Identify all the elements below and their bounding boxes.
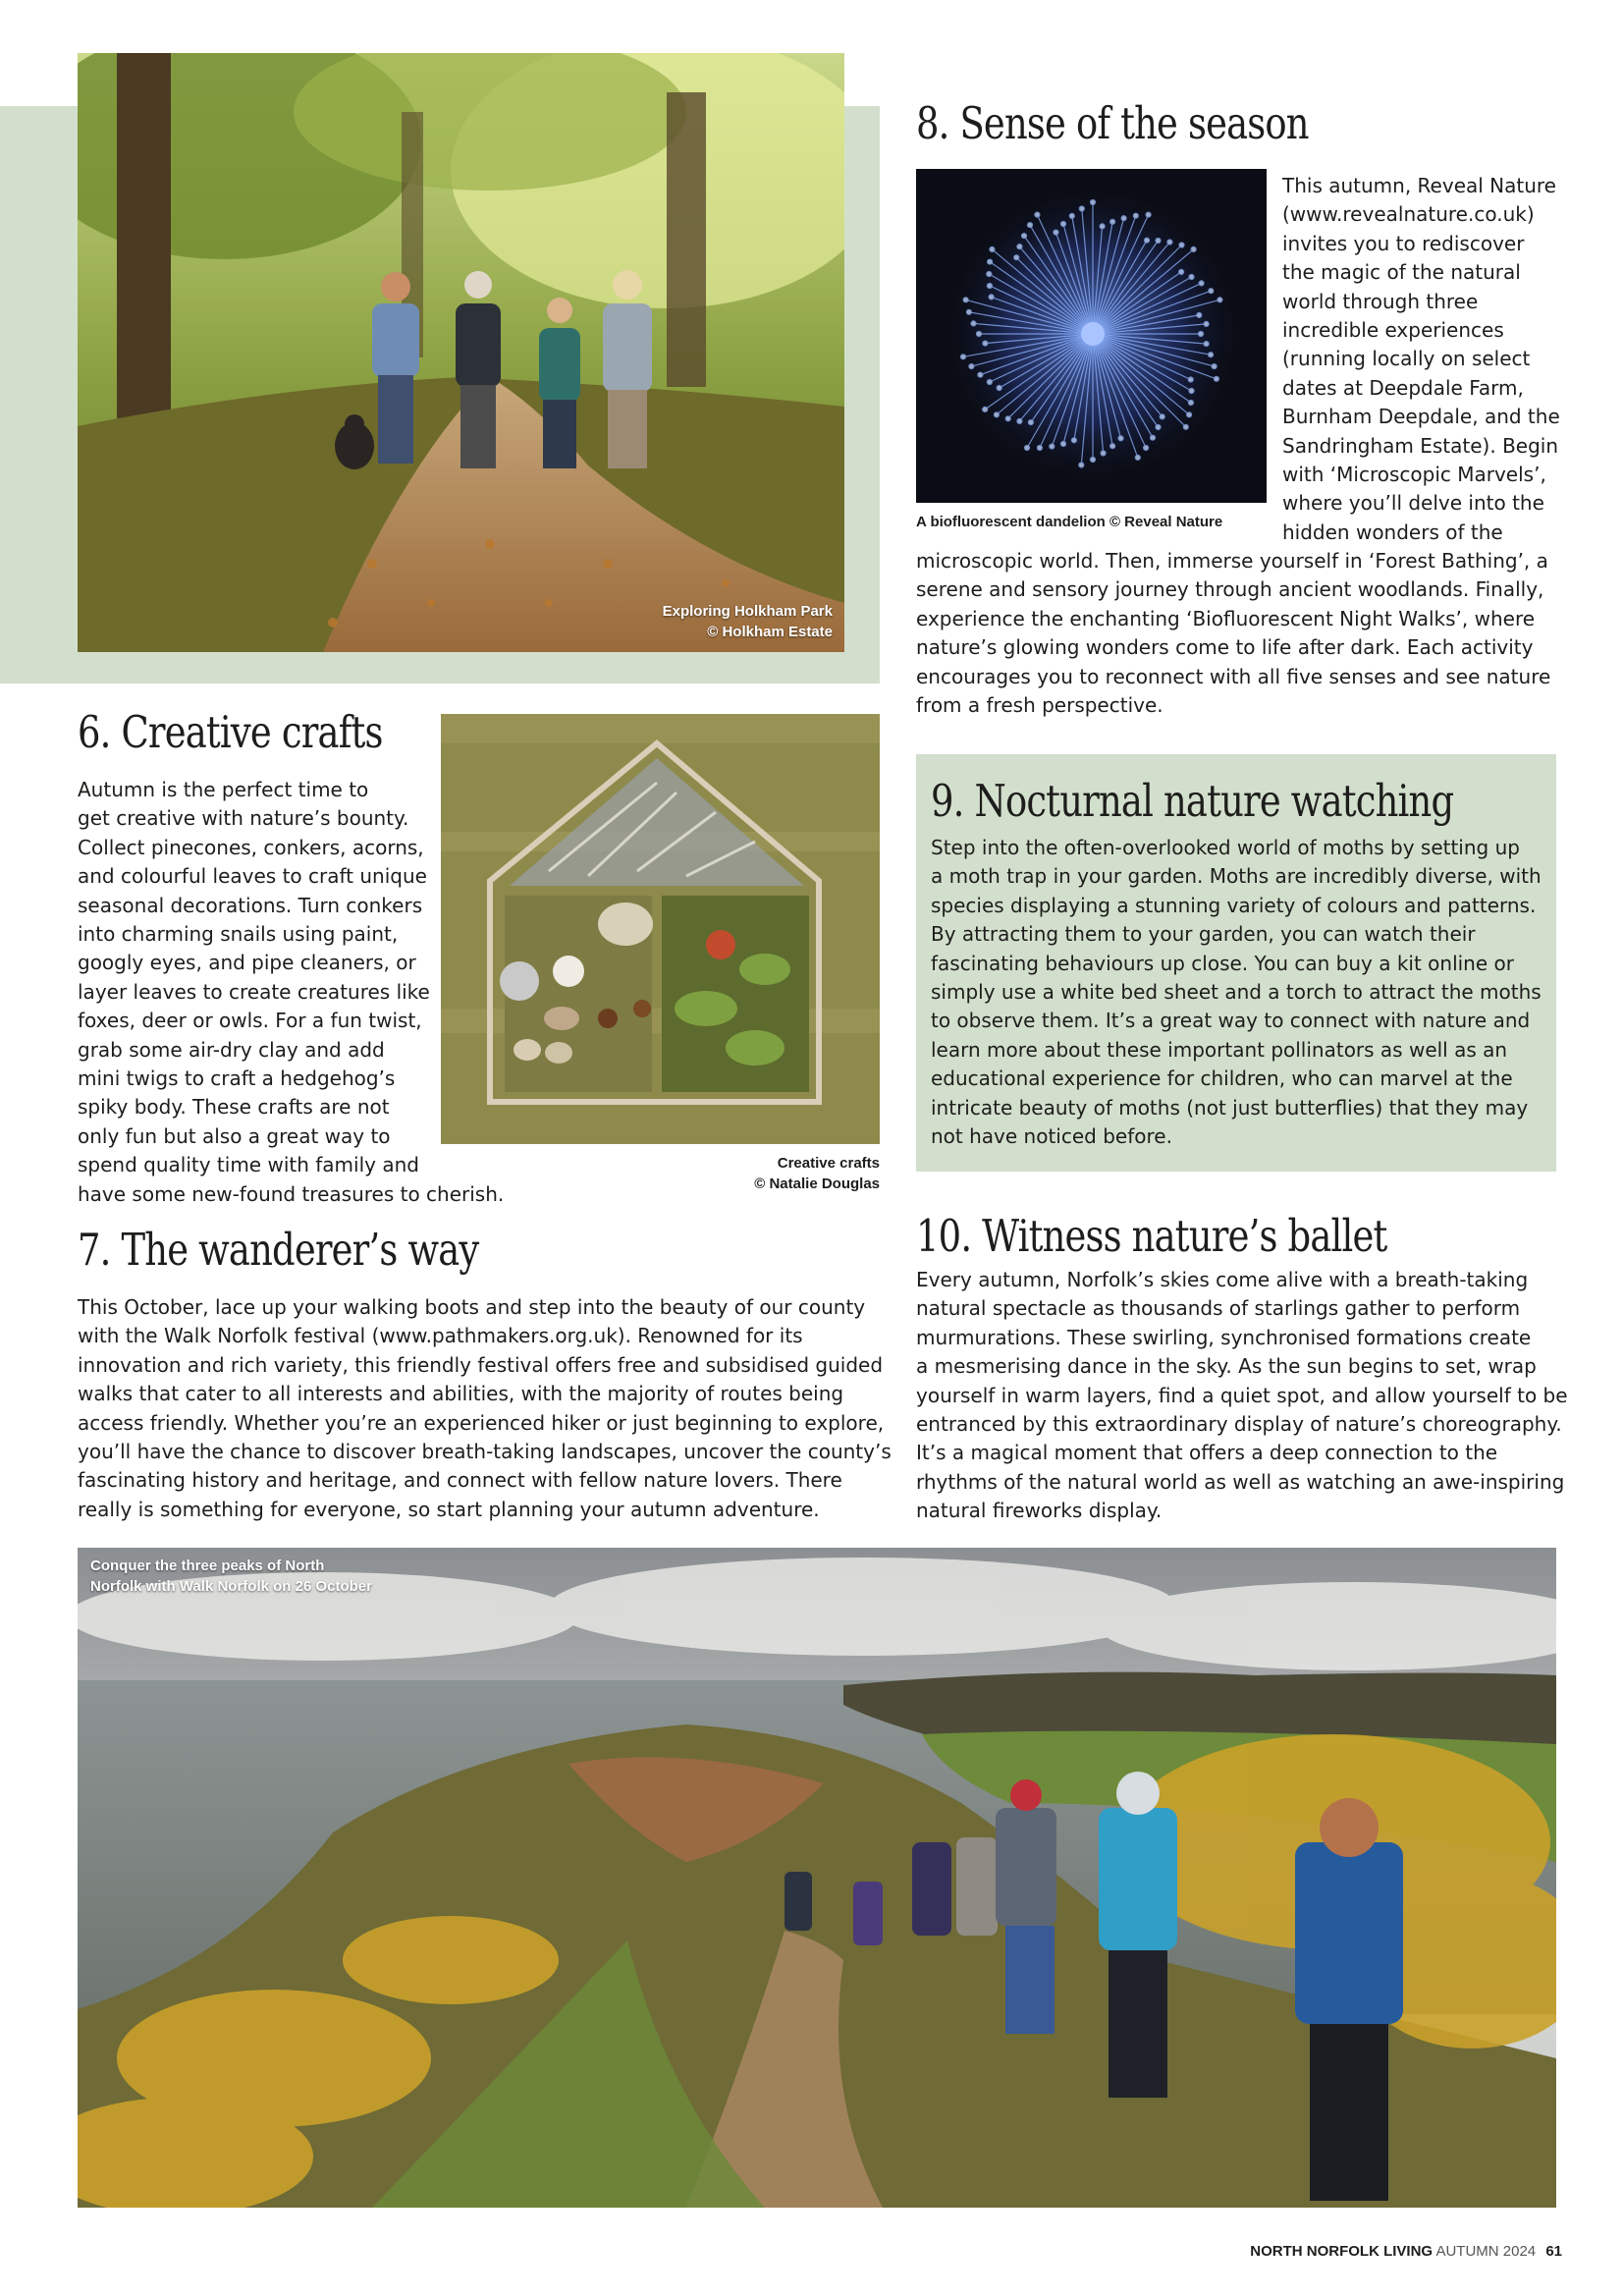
text-line: grab some air-dry clay and add: [78, 1037, 385, 1062]
text-line: intricate beauty of moths (not just butterflies) that they may: [931, 1095, 1529, 1120]
section10-body: [916, 1266, 1569, 1526]
section8-body-narrow: [1282, 172, 1567, 547]
section-heading-7: 7. The wanderer’s way: [78, 1224, 479, 1276]
dandelion-illustration: [916, 169, 1267, 503]
caption-line: Exploring Holkham Park: [662, 603, 833, 620]
text-line: murmurations. These swirling, synchronised formations create: [916, 1325, 1532, 1349]
text-line: spiky body. These crafts are not: [78, 1095, 390, 1120]
text-line: fascinating behaviours up close. You can buy a kit online or: [931, 951, 1514, 975]
text-line: get creative with nature’s bounty.: [78, 806, 409, 831]
text-line: with ‘Microscopic Marvels’,: [1282, 463, 1546, 487]
text-line: foxes, deer or owls. For a fun twist,: [78, 1009, 422, 1033]
text-line: species displaying a stunning variety of colours and patterns.: [931, 893, 1537, 917]
text-line: incredible experiences: [1282, 318, 1504, 343]
text-line: Collect pinecones, conkers, acorns,: [78, 835, 424, 859]
text-line: where you’ll delve into the: [1282, 491, 1544, 516]
section6-body: [78, 776, 529, 1209]
text-line: only fun but also a great way to: [78, 1123, 391, 1148]
caption-line: Norfolk with Walk Norfolk on 26 October: [90, 1578, 372, 1595]
magazine-title: NORTH NORFOLK LIVING: [1250, 2243, 1434, 2260]
caption-line: © Natalie Douglas: [754, 1175, 880, 1192]
text-line: innovation and rich variety, this friendly festival offers free and subsidised guided: [78, 1352, 884, 1377]
photo-caption: [663, 601, 833, 642]
photo-caption-dandelion: A biofluorescent dandelion © Reveal Nature: [916, 514, 1223, 530]
page-footer: [1250, 2243, 1562, 2260]
page-number: 61: [1545, 2243, 1562, 2260]
text-line: By attracting them to your garden, you can watch their: [931, 922, 1476, 947]
text-line: natural spectacle as thousands of starlings gather to perform: [916, 1296, 1521, 1321]
photo-caption-crafts: [687, 1153, 880, 1194]
text-line: Autumn is the perfect time to: [78, 778, 369, 801]
text-line: educational experience for children, who can marvel at the: [931, 1066, 1513, 1091]
section-heading-9: 9. Nocturnal nature watching: [931, 775, 1454, 827]
section-heading-6: 6. Creative crafts: [78, 706, 383, 758]
text-line: walks that cater to all interests and abilities, with the majority of routes being: [78, 1382, 844, 1406]
text-line: layer leaves to create creatures like: [78, 979, 430, 1004]
coastal-walk-illustration: [78, 1548, 1556, 2208]
text-line: from a fresh perspective.: [916, 693, 1163, 718]
photo-biofluorescent-dandelion: [916, 169, 1267, 503]
text-line: Step into the often-overlooked world of moths by setting up: [931, 836, 1520, 859]
text-line: This October, lace up your walking boots and step into the beauty of our county: [78, 1295, 866, 1319]
text-line: into charming snails using paint,: [78, 922, 399, 947]
text-line: hidden wonders of the: [1282, 519, 1503, 544]
text-line: mini twigs to craft a hedgehog’s: [78, 1066, 396, 1091]
section7-body: [78, 1293, 893, 1524]
text-line: microscopic world. Then, immerse yourself in ‘Forest Bathing’, a: [916, 549, 1548, 573]
text-line: seasonal decorations. Turn conkers: [78, 893, 423, 917]
text-line: natural fireworks display.: [916, 1499, 1163, 1523]
text-line: yourself in warm layers, find a quiet spot, and allow yourself to be: [916, 1383, 1568, 1407]
text-line: invites you to rediscover: [1282, 231, 1525, 255]
caption-line: Conquer the three peaks of North: [90, 1558, 325, 1574]
text-line: nature’s glowing wonders come to life after dark. Each activity: [916, 635, 1534, 660]
text-line: rhythms of the natural world as well as watching an awe-inspiring: [916, 1469, 1565, 1494]
text-line: the magic of the natural: [1282, 260, 1521, 285]
text-line: experience the enchanting ‘Biofluorescent Night Walks’, where: [916, 606, 1536, 630]
text-line: and colourful leaves to craft unique: [78, 864, 427, 889]
woodland-walk-illustration: [78, 53, 844, 652]
text-line: have some new-found treasures to cherish.: [78, 1181, 505, 1206]
text-line: a moth trap in your garden. Moths are incredibly diverse, with: [931, 864, 1542, 889]
text-line: This autumn, Reveal Nature: [1282, 174, 1556, 197]
photo-caption-coastal: [90, 1556, 372, 1597]
caption-line: Creative crafts: [777, 1155, 880, 1172]
text-line: really is something for everyone, so start planning your autumn adventure.: [78, 1497, 820, 1521]
text-line: a mesmerising dance in the sky. As the sun begins to set, wrap: [916, 1354, 1537, 1379]
text-line: world through three: [1282, 289, 1479, 313]
text-line: entranced by this extraordinary display of nature’s choreography.: [916, 1412, 1562, 1437]
text-line: with the Walk Norfolk festival (www.pathmakers.org.uk). Renowned for its: [78, 1324, 803, 1348]
text-line: (www.revealnature.co.uk): [1282, 202, 1535, 227]
section-heading-10: 10. Witness nature’s ballet: [916, 1210, 1387, 1262]
text-line: It’s a magical moment that offers a deep connection to the: [916, 1441, 1498, 1465]
text-line: access friendly. Whether you’re an experienced hiker or just beginning to explore,: [78, 1410, 885, 1435]
text-line: googly eyes, and pipe cleaners, or: [78, 951, 416, 975]
text-line: Burnham Deepdale, and the: [1282, 405, 1560, 429]
text-line: Sandringham Estate). Begin: [1282, 433, 1559, 458]
section8-body-wide: [916, 547, 1564, 720]
photo-coastal-walk: [78, 1548, 1556, 2208]
text-line: fascinating history and heritage, and connect with fellow nature lovers. There: [78, 1468, 842, 1493]
text-line: learn more about these important pollinators as well as an: [931, 1037, 1508, 1062]
text-line: to observe them. It’s a great way to connect with nature and: [931, 1009, 1531, 1033]
issue-season: AUTUMN 2024: [1435, 2243, 1537, 2260]
text-line: you’ll have the chance to discover breath-taking landscapes, uncover the county’s: [78, 1440, 892, 1464]
text-line: encourages you to reconnect with all five senses and see nature: [916, 664, 1551, 688]
section-heading-8: 8. Sense of the season: [916, 97, 1309, 149]
text-line: simply use a white bed sheet and a torch to attract the moths: [931, 980, 1542, 1005]
text-line: spend quality time with family and: [78, 1153, 419, 1177]
text-line: serene and sensory journey through ancient woodlands. Finally,: [916, 577, 1544, 602]
text-line: not have noticed before.: [931, 1124, 1172, 1149]
text-line: (running locally on select: [1282, 347, 1531, 371]
photo-holkham-park-walk: [78, 53, 844, 652]
text-line: Every autumn, Norfolk’s skies come alive with a breath-taking: [916, 1268, 1529, 1291]
text-line: dates at Deepdale Farm,: [1282, 375, 1524, 400]
caption-line: © Holkham Estate: [707, 624, 833, 640]
section9-body: [931, 834, 1549, 1151]
